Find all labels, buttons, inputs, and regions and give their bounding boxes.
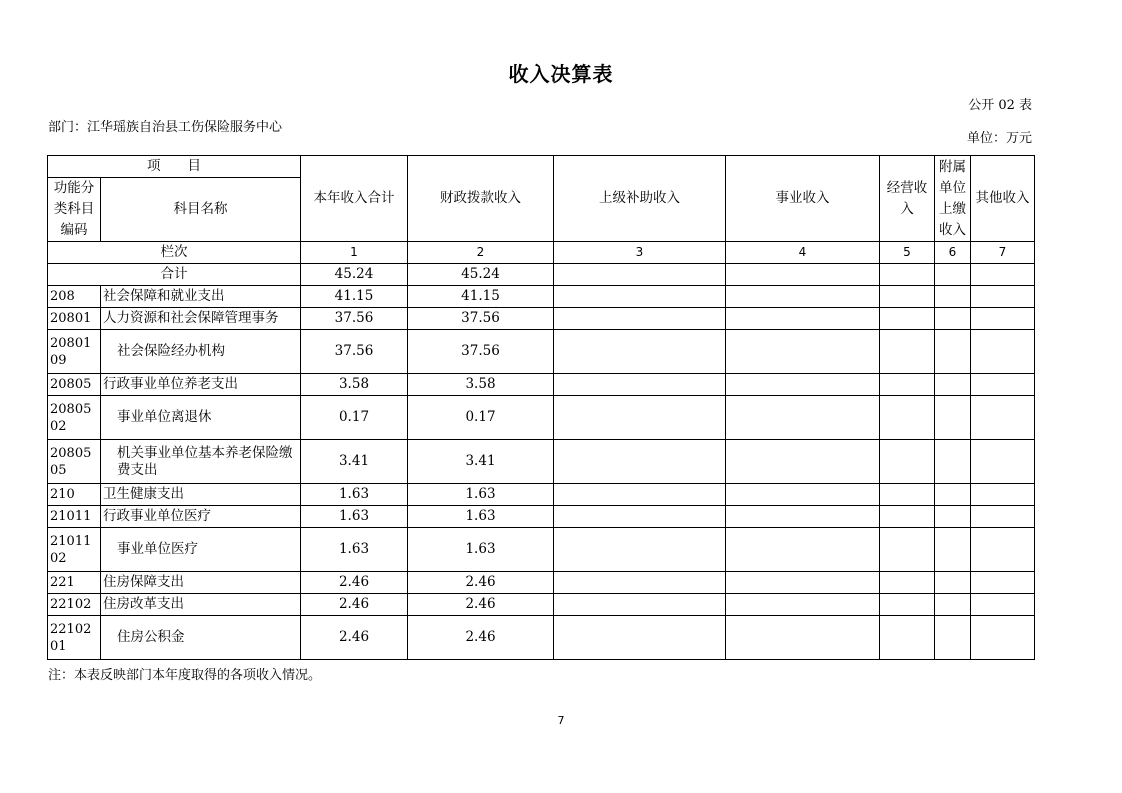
empty-cell — [726, 374, 880, 396]
empty-cell — [554, 484, 726, 506]
empty-cell — [554, 374, 726, 396]
empty-cell — [554, 330, 726, 374]
empty-cell — [971, 506, 1035, 528]
empty-cell — [880, 572, 935, 594]
row-name: 住房保障支出 — [101, 572, 301, 594]
col-index: 2 — [408, 242, 554, 264]
row-col1: 2.46 — [301, 572, 408, 594]
row-col2: 1.63 — [408, 528, 554, 572]
empty-cell — [726, 616, 880, 660]
row-col2: 2.46 — [408, 594, 554, 616]
empty-cell — [880, 616, 935, 660]
row-name: 事业单位离退休 — [101, 396, 301, 440]
col-index: 7 — [971, 242, 1035, 264]
header-lanci: 栏次 — [48, 242, 301, 264]
row-col2: 1.63 — [408, 484, 554, 506]
table-row — [48, 616, 1035, 660]
row-col1: 37.56 — [301, 308, 408, 330]
form-number: 公开 02 表 — [968, 98, 1032, 113]
row-name: 行政事业单位养老支出 — [101, 374, 301, 396]
empty-cell — [726, 484, 880, 506]
table-row — [48, 528, 1035, 572]
empty-cell — [880, 308, 935, 330]
empty-cell — [971, 484, 1035, 506]
page-number: 7 — [557, 714, 565, 727]
empty-cell — [880, 286, 935, 308]
empty-cell — [971, 396, 1035, 440]
empty-cell — [554, 616, 726, 660]
empty-cell — [726, 440, 880, 484]
table-note: 注：本表反映部门本年度取得的各项收入情况。 — [48, 668, 322, 683]
row-code: 221 — [48, 572, 101, 594]
row-col1: 1.63 — [301, 528, 408, 572]
empty-cell — [554, 528, 726, 572]
empty-cell — [971, 440, 1035, 484]
row-col1: 3.41 — [301, 440, 408, 484]
table-row — [48, 594, 1035, 616]
empty-cell — [880, 396, 935, 440]
empty-cell — [935, 528, 971, 572]
table-row — [48, 286, 1035, 308]
header-name: 科目名称 — [101, 178, 301, 242]
table-row — [48, 308, 1035, 330]
total-label: 合计 — [48, 264, 301, 286]
row-col1: 0.17 — [301, 396, 408, 440]
empty-cell — [554, 308, 726, 330]
header-col7: 其他收入 — [971, 156, 1035, 242]
header-code: 功能分类科目编码 — [48, 178, 101, 242]
empty-cell — [554, 594, 726, 616]
empty-cell — [971, 572, 1035, 594]
row-col2: 2.46 — [408, 572, 554, 594]
row-col1: 37.56 — [301, 330, 408, 374]
row-code: 2080505 — [48, 440, 101, 484]
total-col2: 45.24 — [408, 264, 554, 286]
unit-label: 单位：万元 — [966, 131, 1032, 146]
empty-cell — [935, 330, 971, 374]
row-name: 住房公积金 — [101, 616, 301, 660]
empty-cell — [971, 616, 1035, 660]
empty-cell — [971, 330, 1035, 374]
empty-cell — [880, 440, 935, 484]
row-name: 社会保险经办机构 — [101, 330, 301, 374]
empty-cell — [726, 330, 880, 374]
header-col3: 上级补助收入 — [554, 156, 726, 242]
table-row — [48, 484, 1035, 506]
empty-cell — [880, 330, 935, 374]
row-col2: 37.56 — [408, 308, 554, 330]
row-code: 208 — [48, 286, 101, 308]
row-code: 210 — [48, 484, 101, 506]
empty-cell — [971, 308, 1035, 330]
row-code: 2101102 — [48, 528, 101, 572]
row-col1: 1.63 — [301, 506, 408, 528]
table-row — [48, 572, 1035, 594]
empty-cell — [971, 594, 1035, 616]
empty-cell — [554, 572, 726, 594]
row-code: 21011 — [48, 506, 101, 528]
empty-cell — [726, 594, 880, 616]
empty-cell — [971, 286, 1035, 308]
empty-cell — [935, 506, 971, 528]
table-row — [48, 374, 1035, 396]
row-col2: 1.63 — [408, 506, 554, 528]
row-name: 行政事业单位医疗 — [101, 506, 301, 528]
col-index: 3 — [554, 242, 726, 264]
row-col1: 2.46 — [301, 616, 408, 660]
empty-cell — [935, 440, 971, 484]
row-col1: 2.46 — [301, 594, 408, 616]
col-index: 1 — [301, 242, 408, 264]
empty-cell — [935, 286, 971, 308]
row-name: 住房改革支出 — [101, 594, 301, 616]
empty-cell — [880, 528, 935, 572]
empty-cell — [935, 616, 971, 660]
total-row — [48, 264, 1035, 286]
empty-cell — [880, 506, 935, 528]
department-label: 部门：江华瑶族自治县工伤保险服务中心 — [48, 120, 283, 135]
table-row — [48, 396, 1035, 440]
col-index: 6 — [935, 242, 971, 264]
empty-cell — [554, 396, 726, 440]
row-col1: 41.15 — [301, 286, 408, 308]
table-row — [48, 506, 1035, 528]
header-item: 项 目 — [48, 156, 301, 178]
row-code: 2080109 — [48, 330, 101, 374]
empty-cell — [971, 528, 1035, 572]
col-index: 5 — [880, 242, 935, 264]
empty-cell — [971, 374, 1035, 396]
empty-cell — [880, 594, 935, 616]
header-col5: 经营收入 — [880, 156, 935, 242]
row-code: 2210201 — [48, 616, 101, 660]
row-col2: 3.58 — [408, 374, 554, 396]
empty-cell — [935, 484, 971, 506]
row-col2: 37.56 — [408, 330, 554, 374]
table-row — [48, 440, 1035, 484]
empty-cell — [554, 506, 726, 528]
empty-cell — [935, 374, 971, 396]
row-name: 事业单位医疗 — [101, 528, 301, 572]
table-row — [48, 330, 1035, 374]
row-code: 20805 — [48, 374, 101, 396]
header-col2: 财政拨款收入 — [408, 156, 554, 242]
row-name: 人力资源和社会保障管理事务 — [101, 308, 301, 330]
row-name: 卫生健康支出 — [101, 484, 301, 506]
empty-cell — [935, 594, 971, 616]
income-table — [47, 155, 1035, 660]
empty-cell — [726, 572, 880, 594]
row-col2: 41.15 — [408, 286, 554, 308]
empty-cell — [935, 308, 971, 330]
row-code: 20801 — [48, 308, 101, 330]
empty-cell — [554, 286, 726, 308]
empty-cell — [554, 440, 726, 484]
row-col2: 3.41 — [408, 440, 554, 484]
empty-cell — [880, 484, 935, 506]
empty-cell — [726, 286, 880, 308]
row-code: 2080502 — [48, 396, 101, 440]
row-col2: 0.17 — [408, 396, 554, 440]
header-col4: 事业收入 — [726, 156, 880, 242]
empty-cell — [935, 572, 971, 594]
empty-cell — [726, 308, 880, 330]
row-code: 22102 — [48, 594, 101, 616]
row-col2: 2.46 — [408, 616, 554, 660]
header-col1: 本年收入合计 — [301, 156, 408, 242]
total-col1: 45.24 — [301, 264, 408, 286]
empty-cell — [726, 396, 880, 440]
empty-cell — [880, 374, 935, 396]
col-index: 4 — [726, 242, 880, 264]
header-col6: 附属单位上缴收入 — [935, 156, 971, 242]
page-title: 收入决算表 — [508, 62, 614, 86]
empty-cell — [935, 396, 971, 440]
empty-cell — [726, 528, 880, 572]
row-name: 机关事业单位基本养老保险缴费支出 — [101, 440, 301, 484]
row-name: 社会保障和就业支出 — [101, 286, 301, 308]
empty-cell — [726, 506, 880, 528]
row-col1: 3.58 — [301, 374, 408, 396]
row-col1: 1.63 — [301, 484, 408, 506]
